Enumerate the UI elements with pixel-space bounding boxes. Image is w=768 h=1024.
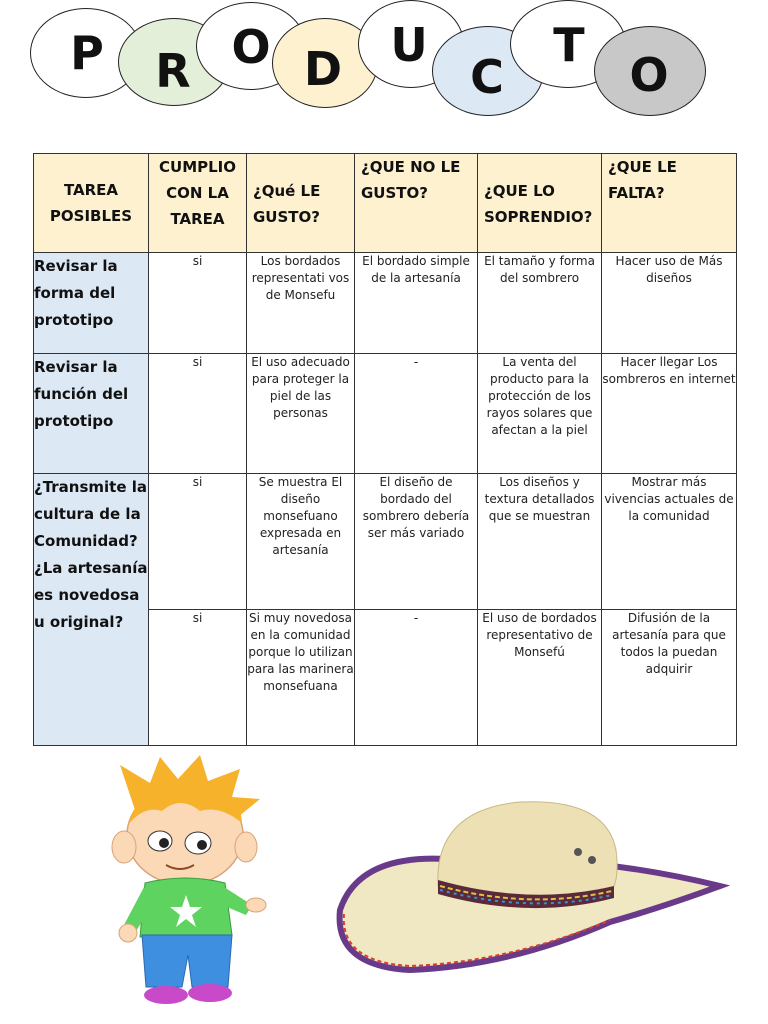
- table-cell: si: [149, 474, 247, 610]
- table-cell: Hacer uso de Más diseños: [602, 253, 737, 354]
- table-row: [34, 253, 737, 354]
- table-cell: si: [149, 354, 247, 474]
- title-letter-6: C: [470, 50, 504, 104]
- title-letter-2: R: [155, 44, 191, 98]
- header-tareas: TAREA POSIBLES: [34, 154, 149, 253]
- cartoon-boy-illustration: [100, 755, 270, 1010]
- table-cell: La venta del producto para la protección de los rayos solares que afectan a la piel: [478, 354, 602, 474]
- table-cell: El uso de bordados representativo de Monsefú: [478, 610, 602, 746]
- table-cell: Los diseños y textura detallados que se muestran: [478, 474, 602, 610]
- title-letter-8: O: [629, 48, 669, 102]
- table-cell: El uso adecuado para proteger la piel de las personas: [247, 354, 355, 474]
- table-cell: si: [149, 253, 247, 354]
- evaluation-table: [33, 153, 737, 746]
- title-letter-7: T: [553, 18, 585, 72]
- table-cell: El bordado simple de la artesanía: [355, 253, 478, 354]
- title-letter-5: U: [390, 18, 428, 72]
- table-row: [34, 354, 737, 474]
- table-cell: Si muy novedosa en la comunidad porque lo utilizan para las marinera monsefuana: [247, 610, 355, 746]
- task-cell: Revisar la forma del prototipo: [34, 253, 149, 354]
- task-cell: Revisar la función del prototipo: [34, 354, 149, 474]
- table-cell: Hacer llegar Los sombreros en internet: [602, 354, 737, 474]
- table-header-row: [34, 154, 737, 253]
- title-letter-4: D: [303, 42, 343, 96]
- header-sorprendio: ¿QUE LO SOPRENDIO?: [478, 154, 602, 253]
- table-cell: Difusión de la artesanía para que todos la puedan adquirir: [602, 610, 737, 746]
- header-no-le-gusto: ¿QUE NO LE GUSTO?: [355, 154, 478, 253]
- table-cell: -: [355, 354, 478, 474]
- table-row: [34, 474, 737, 610]
- table-cell: El diseño de bordado del sombrero debería ser más variado: [355, 474, 478, 610]
- title-letter-3: O: [231, 20, 271, 74]
- title-banner: [0, 0, 768, 130]
- header-falta: ¿QUE LE FALTA?: [602, 154, 737, 253]
- header-cumplio: CUMPLIO CON LA TAREA: [149, 154, 247, 253]
- header-le-gusto: ¿Qué LE GUSTO?: [247, 154, 355, 253]
- task-cell: ¿Transmite la cultura de la Comunidad? ¿La artesanía es novedosa u original?: [34, 474, 149, 746]
- table-cell: Mostrar más vivencias actuales de la comunidad: [602, 474, 737, 610]
- table-cell: -: [355, 610, 478, 746]
- table-cell: Los bordados representati vos de Monsefu: [247, 253, 355, 354]
- table-cell: si: [149, 610, 247, 746]
- sombrero-illustration: [330, 790, 730, 980]
- table-cell: Se muestra El diseño monsefuano expresada en artesanía: [247, 474, 355, 610]
- title-letter-1: P: [70, 26, 104, 80]
- table-cell: El tamaño y forma del sombrero: [478, 253, 602, 354]
